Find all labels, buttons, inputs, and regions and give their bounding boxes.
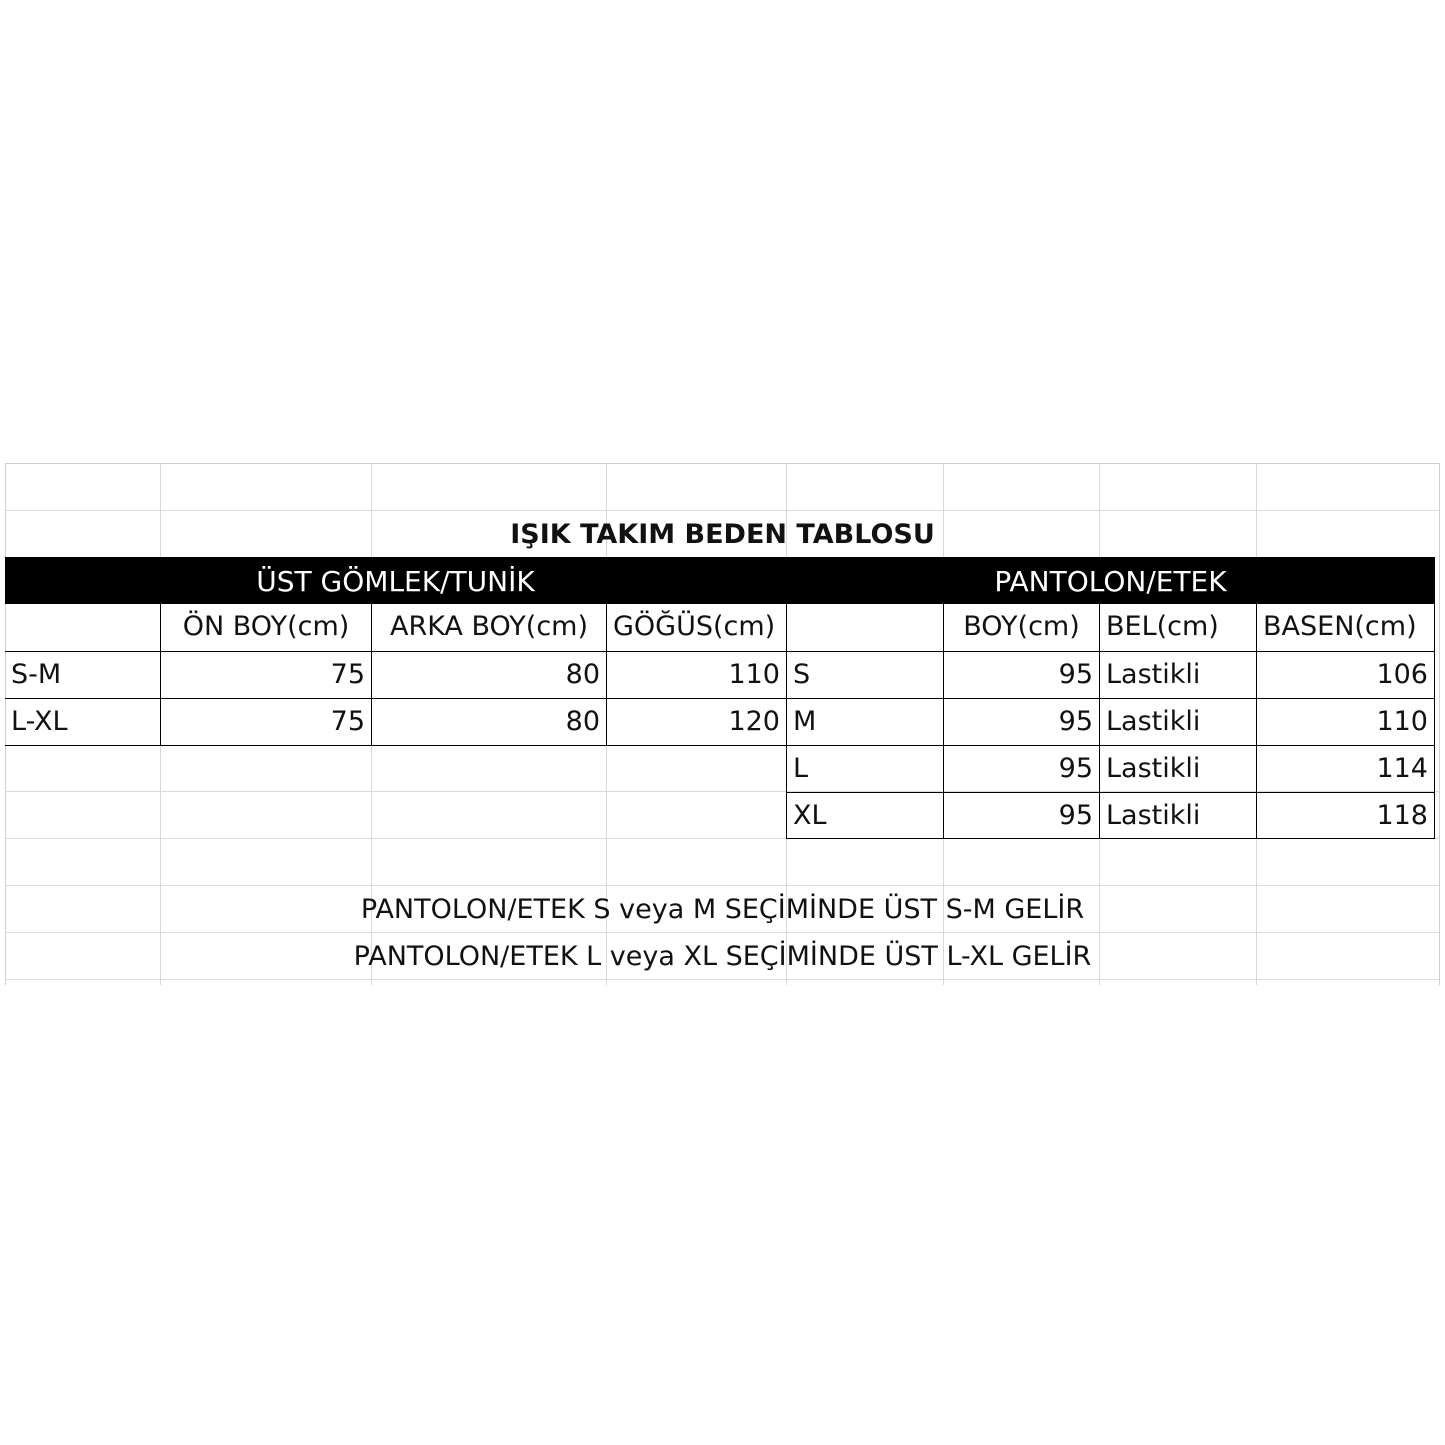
table-cell: Lastikli <box>1099 651 1257 699</box>
table-cell-size: XL <box>786 792 944 839</box>
table-cell: 106 <box>1256 651 1435 699</box>
table-cell: 114 <box>1256 745 1435 793</box>
section-label-bottom: PANTOLON/ETEK <box>994 565 1227 598</box>
grid-top-edge <box>5 463 1440 464</box>
table-cell-size: S-M <box>5 651 161 699</box>
table-cell-size: M <box>786 698 944 746</box>
table-header-cell: GÖĞÜS(cm) <box>606 604 787 652</box>
table-cell: 75 <box>160 698 372 746</box>
table-header-cell: ÖN BOY(cm) <box>160 604 372 652</box>
table-cell: 118 <box>1256 792 1435 839</box>
gridline-row <box>5 885 1440 886</box>
table-cell: Lastikli <box>1099 792 1257 839</box>
table-cell: 120 <box>606 698 787 746</box>
table-cell: 75 <box>160 651 372 699</box>
section-header-band <box>5 557 1435 604</box>
table-header-cell: BEL(cm) <box>1099 604 1257 652</box>
table-header-cell: BASEN(cm) <box>1256 604 1435 652</box>
table-cell: 110 <box>1256 698 1435 746</box>
table-header-cell: BOY(cm) <box>943 604 1100 652</box>
table-cell: 95 <box>943 651 1100 699</box>
table-header-cell <box>5 604 161 652</box>
page-title: IŞIK TAKIM BEDEN TABLOSU <box>510 519 935 550</box>
table-cell: Lastikli <box>1099 745 1257 793</box>
size-note: PANTOLON/ETEK L veya XL SEÇİMİNDE ÜST L-XL GELİR <box>353 941 1092 972</box>
table-cell: 95 <box>943 698 1100 746</box>
table-header-cell <box>786 604 944 652</box>
size-note: PANTOLON/ETEK S veya M SEÇİMİNDE ÜST S-M GELİR <box>360 894 1085 925</box>
table-cell-size: L-XL <box>5 698 161 746</box>
table-cell: Lastikli <box>1099 698 1257 746</box>
table-cell: 95 <box>943 745 1100 793</box>
size-chart-sheet <box>5 463 1440 985</box>
table-cell: 80 <box>371 651 607 699</box>
gridline-row <box>5 510 1440 511</box>
section-label-top: ÜST GÖMLEK/TUNİK <box>256 565 535 598</box>
table-cell: 80 <box>371 698 607 746</box>
table-cell: 110 <box>606 651 787 699</box>
table-header-cell: ARKA BOY(cm) <box>371 604 607 652</box>
table-cell-size: L <box>786 745 944 793</box>
table-cell-size: S <box>786 651 944 699</box>
table-cell: 95 <box>943 792 1100 839</box>
